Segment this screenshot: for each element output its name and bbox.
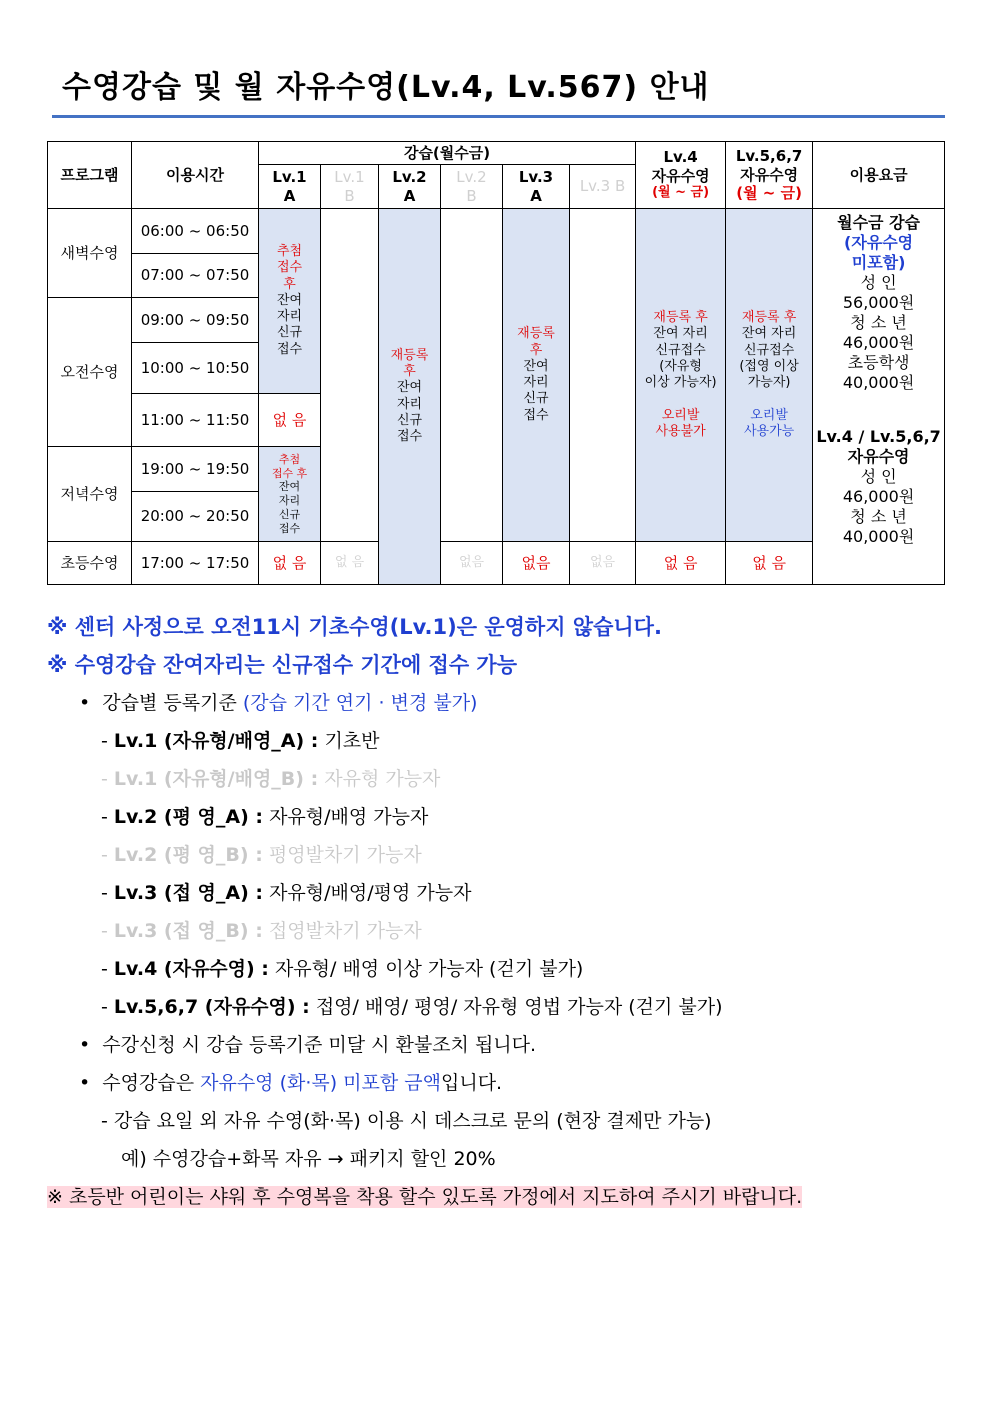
lv1a-elem-cell: 없 음 <box>259 542 321 585</box>
time-cell: 20:00 ~ 20:50 <box>132 492 259 542</box>
bullet-price-note: • 수영강습은 자유수영 (화·목) 미포함 금액입니다. <box>79 1072 503 1094</box>
header-lv4: Lv.4 자유수영 (월 ~ 금) <box>636 142 726 209</box>
level-item: - Lv.4 (자유수영) : 자유형/ 배영 이상 가능자 (걷기 불가) <box>101 958 584 980</box>
sub-free-swim: - 강습 요일 외 자유 수영(화·목) 이용 시 데스크로 문의 (현장 결제만 가능) <box>101 1110 712 1132</box>
level-item: - Lv.3 (접 영_A) : 자유형/배영/평영 가능자 <box>101 882 472 904</box>
title-underline <box>52 115 945 118</box>
level-item: - Lv.1 (자유형/배영_B) : 자유형 가능자 <box>101 768 441 790</box>
lv567-cell: 재등록 후 잔여 자리 신규접수 (접영 이상 가능자) 오리발 사용가능 <box>726 209 813 542</box>
program-evening: 저녁수영 <box>48 447 132 542</box>
bullet-criteria: • 강습별 등록기준 (강습 기간 연기 · 변경 불가) <box>79 692 478 714</box>
page-title: 수영강습 및 월 자유수영(Lv.4, Lv.567) 안내 <box>62 70 710 105</box>
notes-section <box>47 608 947 1216</box>
header-lv567: Lv.5,6,7 자유수영 (월 ~ 금) <box>726 142 813 209</box>
time-cell: 06:00 ~ 06:50 <box>132 209 259 254</box>
program-dawn: 새벽수영 <box>48 209 132 298</box>
lv4-elem-cell: 없 음 <box>636 542 726 585</box>
lv3a-elem-cell: 없음 <box>503 542 570 585</box>
header-lv2b: Lv.2 B <box>441 165 503 209</box>
level-item: - Lv.5,6,7 (자유수영) : 접영/ 배영/ 평영/ 자유형 영법 가능자 (걷기 불가) <box>101 996 723 1018</box>
level-item: - Lv.3 (접 영_B) : 접영발차기 가능자 <box>101 920 422 942</box>
header-lesson: 강습(월수금) <box>259 142 636 165</box>
notice-vacancy: ※ 수영강습 잔여자리는 신규접수 기간에 접수 가능 <box>47 653 518 677</box>
time-cell: 10:00 ~ 10:50 <box>132 343 259 394</box>
notice-closure: ※ 센터 사정으로 오전11시 기초수영(Lv.1)은 운영하지 않습니다. <box>47 615 662 639</box>
sub-package-example: 예) 수영강습+화목 자유 → 패키지 할인 20% <box>121 1148 496 1170</box>
time-cell: 09:00 ~ 09:50 <box>132 298 259 343</box>
header-lv3b: Lv.3 B <box>570 165 636 209</box>
program-morning: 오전수영 <box>48 298 132 447</box>
time-cell: 11:00 ~ 11:50 <box>132 394 259 447</box>
program-elementary: 초등수영 <box>48 542 132 585</box>
header-fee: 이용요금 <box>813 142 945 209</box>
fee-cell: 월수금 강습 (자유수영 미포함) 성 인 56,000원 청 소 년 46,000원 초등학생 40,000원 Lv.4 / Lv.5,6,7 자유수영 성 인 46,000원 청 소 년 40,000원 <box>813 209 945 585</box>
level-item: - Lv.2 (평 영_A) : 자유형/배영 가능자 <box>101 806 429 828</box>
lv3a-cell: 재등록 후 잔여 자리 신규 접수 <box>503 209 570 542</box>
lv1a-evening-cell: 추첨 접수 후 잔여 자리 신규 접수 <box>259 447 321 542</box>
header-time: 이용시간 <box>132 142 259 209</box>
level-item: - Lv.1 (자유형/배영_A) : 기초반 <box>101 730 380 752</box>
level-item: - Lv.2 (평 영_B) : 평영발차기 가능자 <box>101 844 422 866</box>
header-lv1b: Lv.1 B <box>321 165 379 209</box>
lv1a-none-cell: 없 음 <box>259 394 321 447</box>
time-cell: 17:00 ~ 17:50 <box>132 542 259 585</box>
bullet-refund: • 수강신청 시 강습 등록기준 미달 시 환불조치 됩니다. <box>79 1034 537 1056</box>
time-cell: 07:00 ~ 07:50 <box>132 254 259 298</box>
header-lv2a: Lv.2 A <box>379 165 441 209</box>
schedule-table <box>47 141 945 585</box>
lv3b-elem-cell: 없음 <box>570 542 636 585</box>
lv1b-empty-cell <box>321 209 379 542</box>
lv4-cell: 재등록 후 잔여 자리 신규접수 (자유형 이상 가능자) 오리발 사용불가 <box>636 209 726 542</box>
notice-children: ※ 초등반 어린이는 샤워 후 수영복을 착용 할수 있도록 가정에서 지도하여 주시기 바랍니다. <box>47 1186 803 1208</box>
lv3b-empty-cell <box>570 209 636 542</box>
lv1b-elem-cell: 없 음 <box>321 542 379 585</box>
time-cell: 19:00 ~ 19:50 <box>132 447 259 492</box>
header-program: 프로그램 <box>48 142 132 209</box>
lv2a-cell: 재등록 후 잔여 자리 신규 접수 <box>379 209 441 585</box>
lv2b-elem-cell: 없음 <box>441 542 503 585</box>
lv567-elem-cell: 없 음 <box>726 542 813 585</box>
header-lv1a: Lv.1 A <box>259 165 321 209</box>
lv2b-empty-cell <box>441 209 503 542</box>
header-lv3a: Lv.3 A <box>503 165 570 209</box>
lv1a-morning-cell: 추첨 접수 후 잔여 자리 신규 접수 <box>259 209 321 394</box>
